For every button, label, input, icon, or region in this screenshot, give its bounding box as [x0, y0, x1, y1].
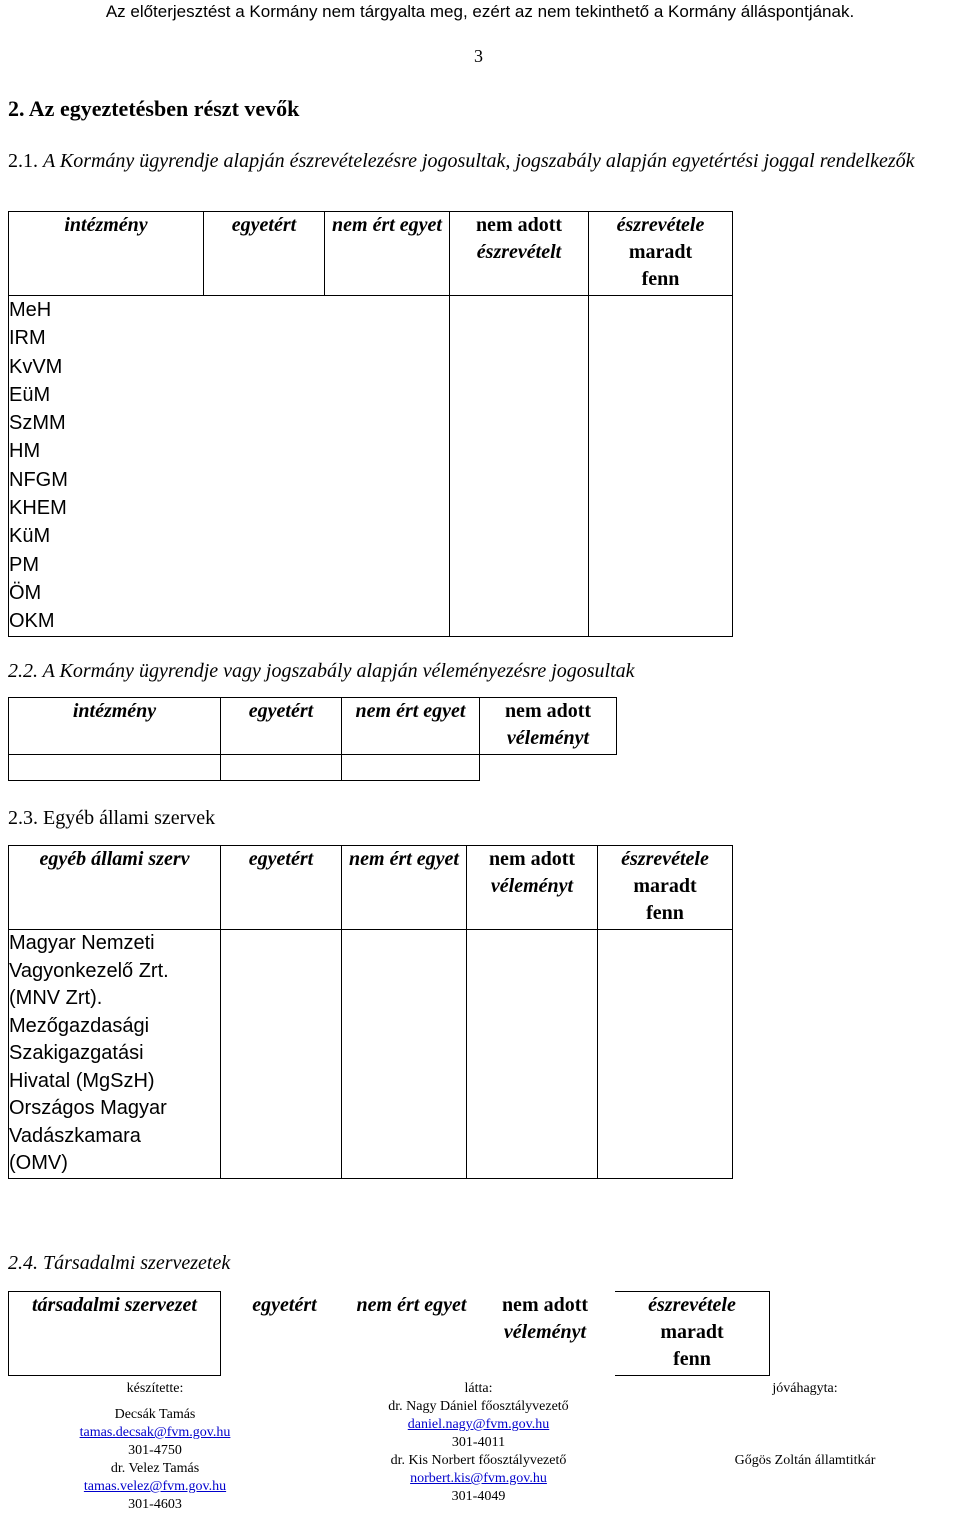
reviewer-name: dr. Kis Norbert főosztályvezető: [390, 1453, 567, 1468]
table-2-1-col-agree: egyetért: [204, 212, 325, 296]
table-2-1-col-no-comment: nem adott észrevételt: [450, 212, 589, 296]
table-2-4-col-disagree: nem ért egyet: [356, 1293, 467, 1316]
preparer-phone: 301-4750: [128, 1443, 182, 1458]
table-2-4: [8, 1291, 770, 1376]
section-2-3-title: 2.3. Egyéb állami szervek: [8, 807, 216, 829]
section-2-2-title: 2.2. A Kormány ügyrendje vagy jogszabály alapján véleményezésre jogosultak: [8, 660, 635, 682]
table-row: IRM: [9, 327, 46, 350]
footer-approved: [705, 1380, 905, 1470]
table-row: KHEM: [9, 497, 67, 520]
section-2-4-title: 2.4. Társadalmi szervezetek: [8, 1252, 231, 1274]
section-heading: 2. Az egyeztetésben részt vevők: [8, 96, 300, 121]
table-2-2-col-institution: intézmény: [9, 698, 221, 755]
table-row: PM: [9, 553, 39, 576]
footer-prepared: [60, 1380, 250, 1514]
table-2-4-col-agree: egyetért: [252, 1293, 317, 1316]
table-2-1-col-disagree: nem ért egyet: [325, 212, 450, 296]
preparer-email-link[interactable]: tamas.decsak@fvm.gov.hu: [79, 1425, 231, 1440]
table-row: Magyar Nemzeti Vagyonkezelő Zrt. (MNV Zrt).: [9, 932, 169, 1009]
page-number: 3: [474, 46, 483, 66]
prepared-label: készítette:: [126, 1381, 184, 1396]
seen-label: látta:: [464, 1381, 493, 1396]
table-row: KüM: [9, 525, 51, 548]
table-2-3: [8, 845, 733, 1179]
table-2-3-col-no-opinion: nem adott véleményt: [467, 846, 598, 930]
table-2-1: [8, 211, 733, 637]
section-2-1-number: 2.1.: [8, 150, 38, 172]
table-2-3-col-remaining: észrevétele maradt fenn: [598, 846, 733, 930]
table-2-1-col-institution: intézmény: [9, 212, 204, 296]
reviewer-phone: 301-4049: [451, 1489, 506, 1504]
table-2-4-col-remaining: észrevétele maradt fenn: [615, 1292, 770, 1376]
reviewer-email-link[interactable]: daniel.nagy@fvm.gov.hu: [407, 1417, 550, 1432]
footer-seen: [356, 1380, 601, 1506]
table-2-2-col-disagree: nem ért egyet: [342, 698, 480, 755]
table-2-2-col-agree: egyetért: [221, 698, 342, 755]
table-2-2-col-no-opinion: nem adott véleményt: [480, 698, 617, 755]
table-2-1-empty-cell: [450, 296, 589, 637]
approved-label: jóváhagyta:: [772, 1381, 838, 1396]
table-2-4-col-no-opinion: nem adott véleményt: [501, 1293, 589, 1343]
header-notice: Az előterjesztést a Kormány nem tárgyalta meg, ezért az nem tekinthető a Kormány álláspontjának.: [105, 2, 855, 21]
table-row: NFGM: [9, 468, 68, 491]
preparer-phone: 301-4603: [128, 1497, 182, 1512]
table-row: EüM: [9, 383, 51, 406]
table-row: HM: [9, 440, 41, 463]
preparer-name: dr. Velez Tamás: [110, 1461, 200, 1476]
table-row: KvVM: [9, 355, 63, 378]
table-2-3-col-disagree: nem ért egyet: [342, 846, 467, 930]
table-2-1-col-remaining: észrevétele maradt fenn: [589, 212, 733, 296]
section-2-1-text: A Kormány ügyrendje alapján észrevételezésre jogosultak, jogszabály alapján egyetértési joggal rendelkezők: [43, 150, 915, 172]
table-row: ÖM: [9, 581, 42, 604]
approver-name: Gőgös Zoltán államtitkár: [734, 1453, 876, 1468]
table-row: Mezőgazdasági Szakigazgatási Hivatal (MgSzH): [9, 1014, 155, 1092]
table-row: MeH: [9, 299, 52, 321]
table-2-3-body-list: [9, 930, 221, 1179]
table-2-3-col-agree: egyetért: [221, 846, 342, 930]
preparer-email-link[interactable]: tamas.velez@fvm.gov.hu: [83, 1479, 227, 1494]
reviewer-phone: 301-4011: [451, 1435, 506, 1450]
table-row: Országos Magyar Vadászkamara (OMV): [9, 1097, 167, 1174]
table-2-3-col-body: egyéb állami szerv: [9, 846, 221, 930]
preparer-name: Decsák Tamás: [114, 1407, 196, 1422]
reviewer-name: dr. Nagy Dániel főosztályvezető: [388, 1399, 569, 1414]
table-2-4-col-org: társadalmi szervezet: [9, 1292, 221, 1376]
table-2-1-institution-list: [9, 296, 450, 637]
table-2-2: [8, 697, 617, 781]
table-row: OKM: [9, 610, 55, 633]
section-2-1-paragraph: [8, 147, 953, 175]
reviewer-email-link[interactable]: norbert.kis@fvm.gov.hu: [410, 1471, 547, 1486]
table-row: SzMM: [9, 412, 66, 435]
table-2-1-empty-cell: [589, 296, 733, 637]
